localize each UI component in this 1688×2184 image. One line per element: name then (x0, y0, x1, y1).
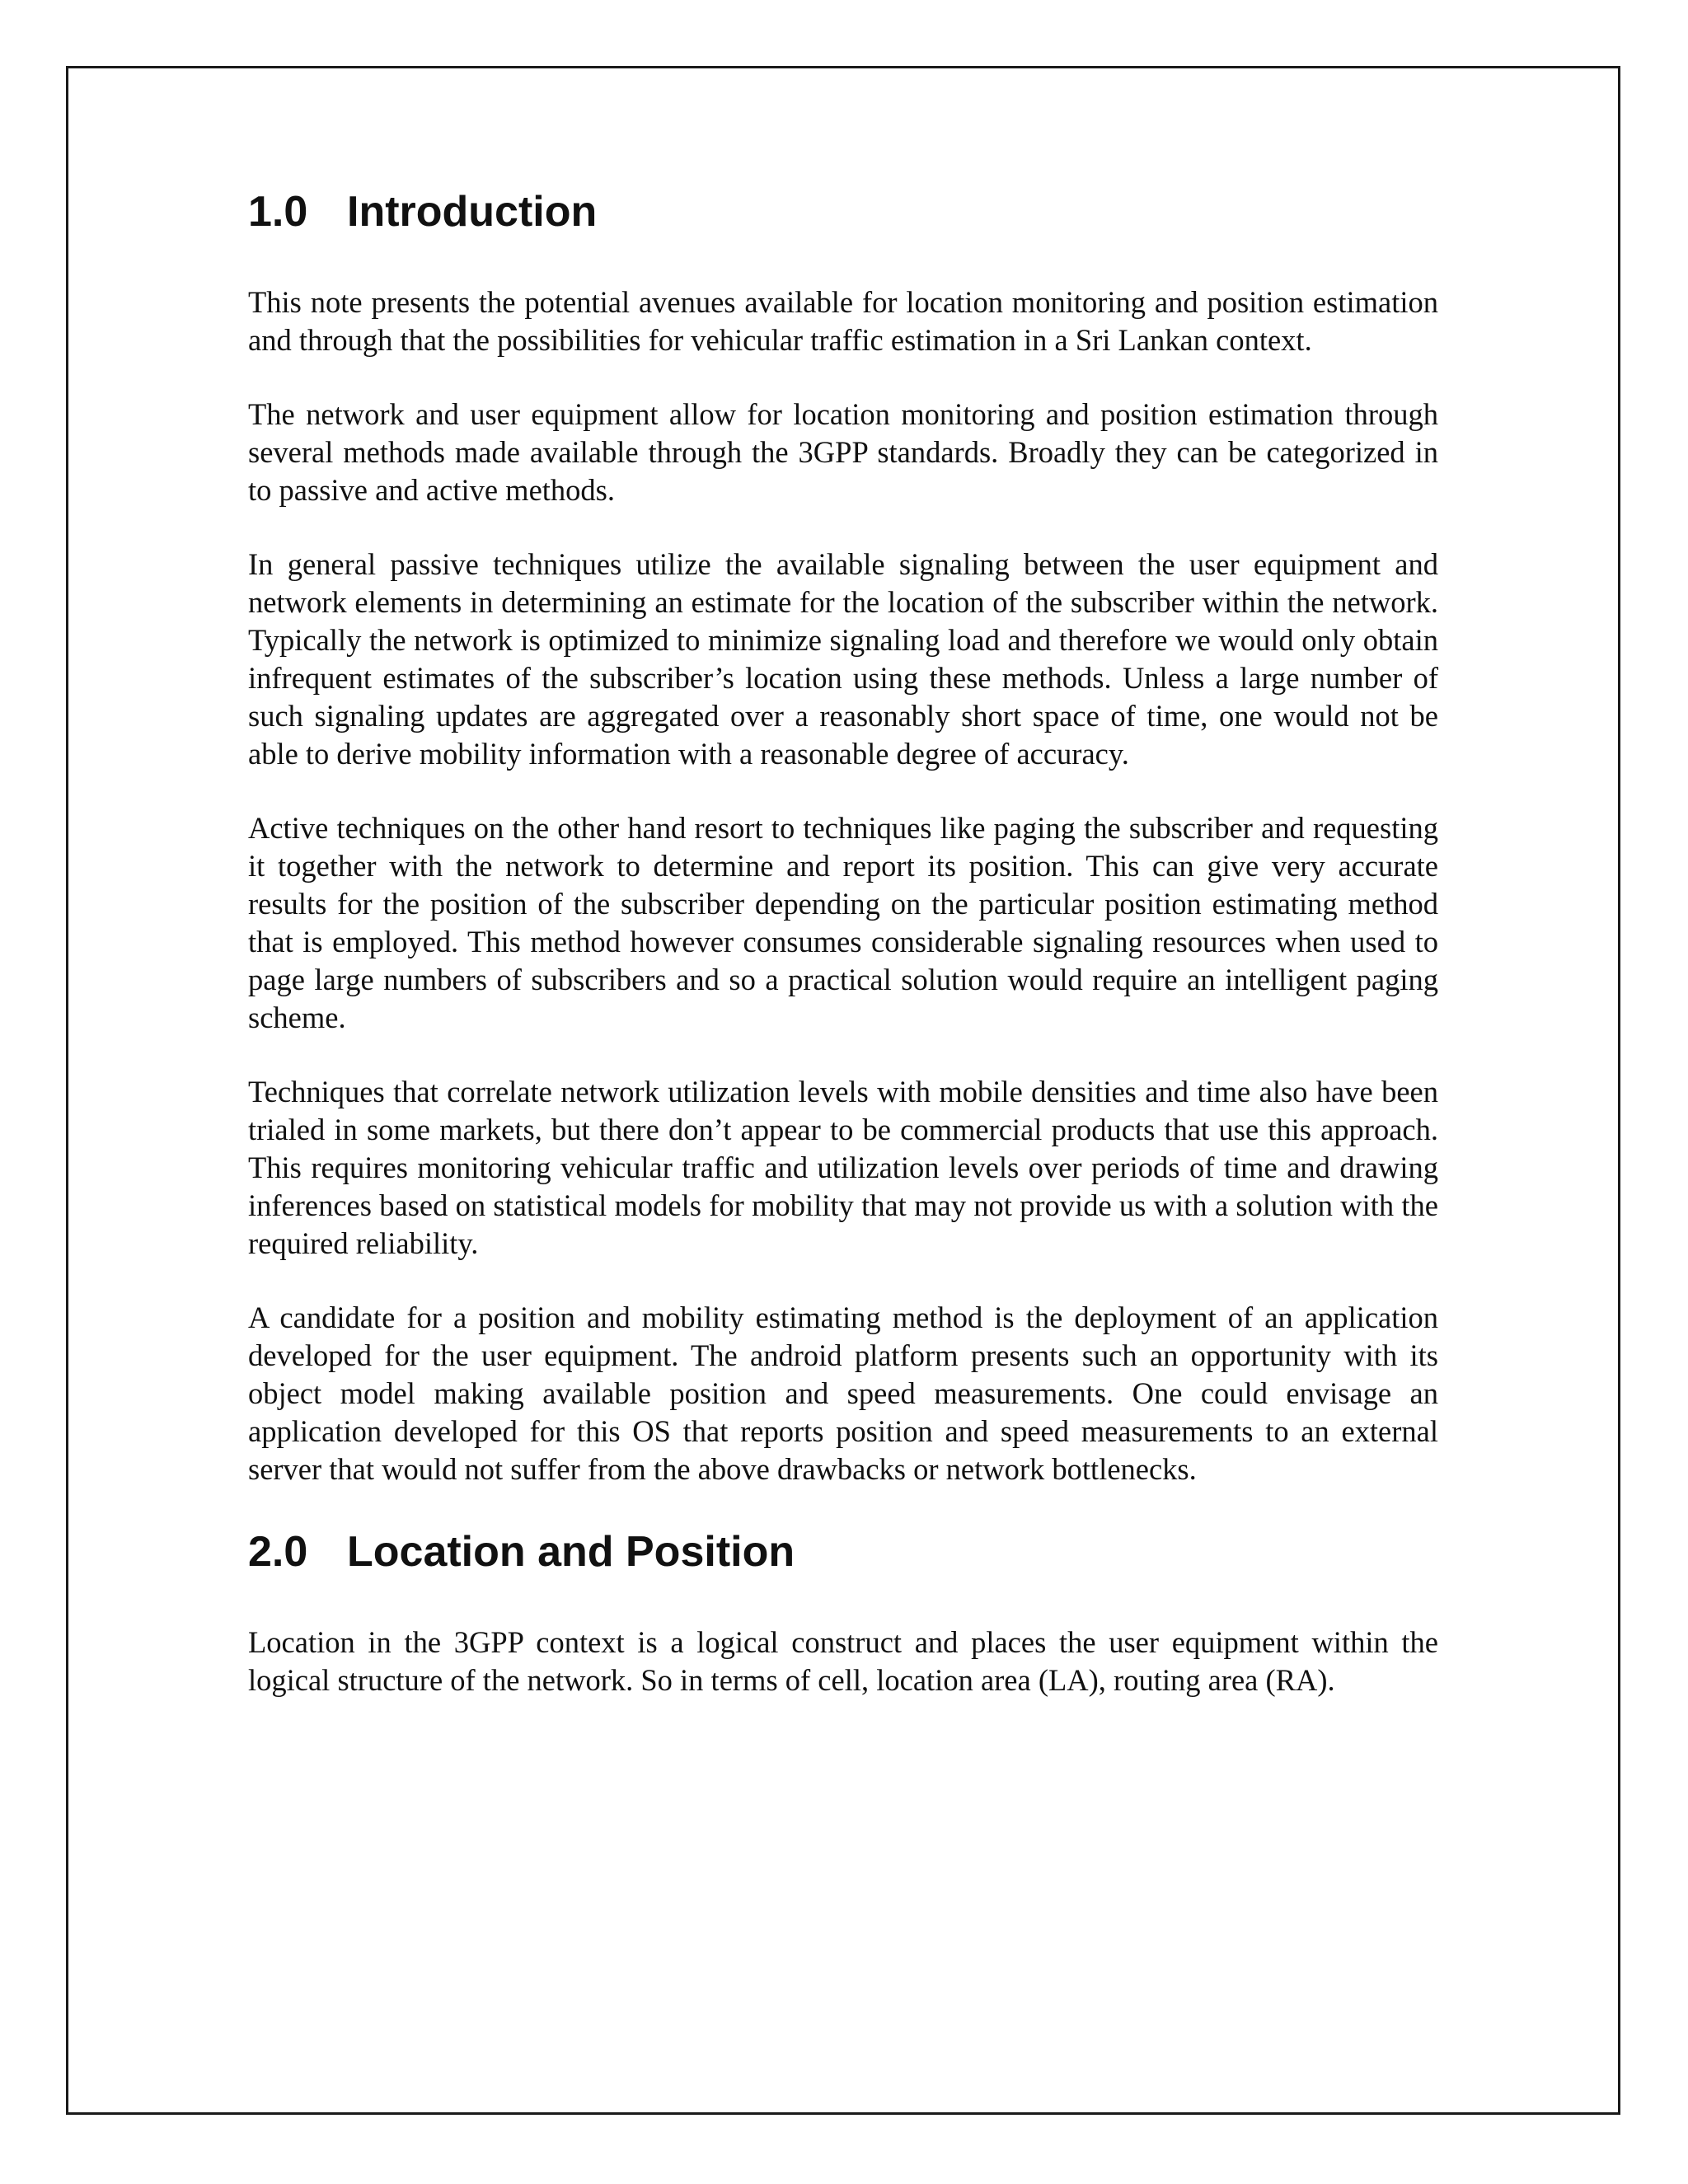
paragraph: Location in the 3GPP context is a logical construct and places the user equipment within the logical structure of the network. So in terms of cell, location area (LA), routing area (RA). (248, 1624, 1438, 1697)
paragraph: Techniques that correlate network utilization levels with mobile densities and time also have been trialed in some markets, but there don’t appear to be commercial products that use this approach. This requires monitoring vehicular traffic and utilization levels over periods of time and drawing inferences based on statistical models for mobility that may not provide us with a solution with the required reliability. (248, 1074, 1438, 1260)
section-heading-introduction (248, 188, 1438, 237)
section-heading-location-and-position (248, 1528, 1438, 1577)
paragraph: Active techniques on the other hand resort to techniques like paging the subscriber and requesting it together with the network to determine and report its position. This can give very accurate results for the position of the subscriber depending on the particular position estimating method that is employed. This method however consumes considerable signaling resources when used to page large numbers of subscribers and so a practical solution would require an intelligent paging scheme. (248, 810, 1438, 1034)
section-title: Introduction (347, 188, 598, 236)
paragraph: A candidate for a position and mobility estimating method is the deployment of an application developed for the user equipment. The android platform presents such an opportunity with its object model making available position and speed measurements. One could envisage an application developed for this OS that reports position and speed measurements to an external server that would not suffer from the above drawbacks or network bottlenecks. (248, 1300, 1438, 1486)
section-number: 1.0 (248, 188, 308, 236)
paragraph: This note presents the potential avenues available for location monitoring and position estimation and through that the possibilities for vehicular traffic estimation in a Sri Lankan context. (248, 284, 1438, 357)
section-title: Location and Position (347, 1527, 795, 1576)
paragraph: The network and user equipment allow for location monitoring and position estimation through several methods made available through the 3GPP standards. Broadly they can be categorized in to passive and active methods. (248, 396, 1438, 507)
document-body (248, 188, 1438, 1699)
section-number: 2.0 (248, 1527, 308, 1576)
paragraph: In general passive techniques utilize the available signaling between the user equipment and network elements in determining an estimate for the location of the subscriber within the network. Typically the network is optimized to minimize signaling load and therefore we would only obtain infrequent estimates of the subscriber’s location using these methods. Unless a large number of such signaling updates are aggregated over a reasonably short space of time, one would not be able to derive mobility information with a reasonable degree of accuracy. (248, 546, 1438, 771)
